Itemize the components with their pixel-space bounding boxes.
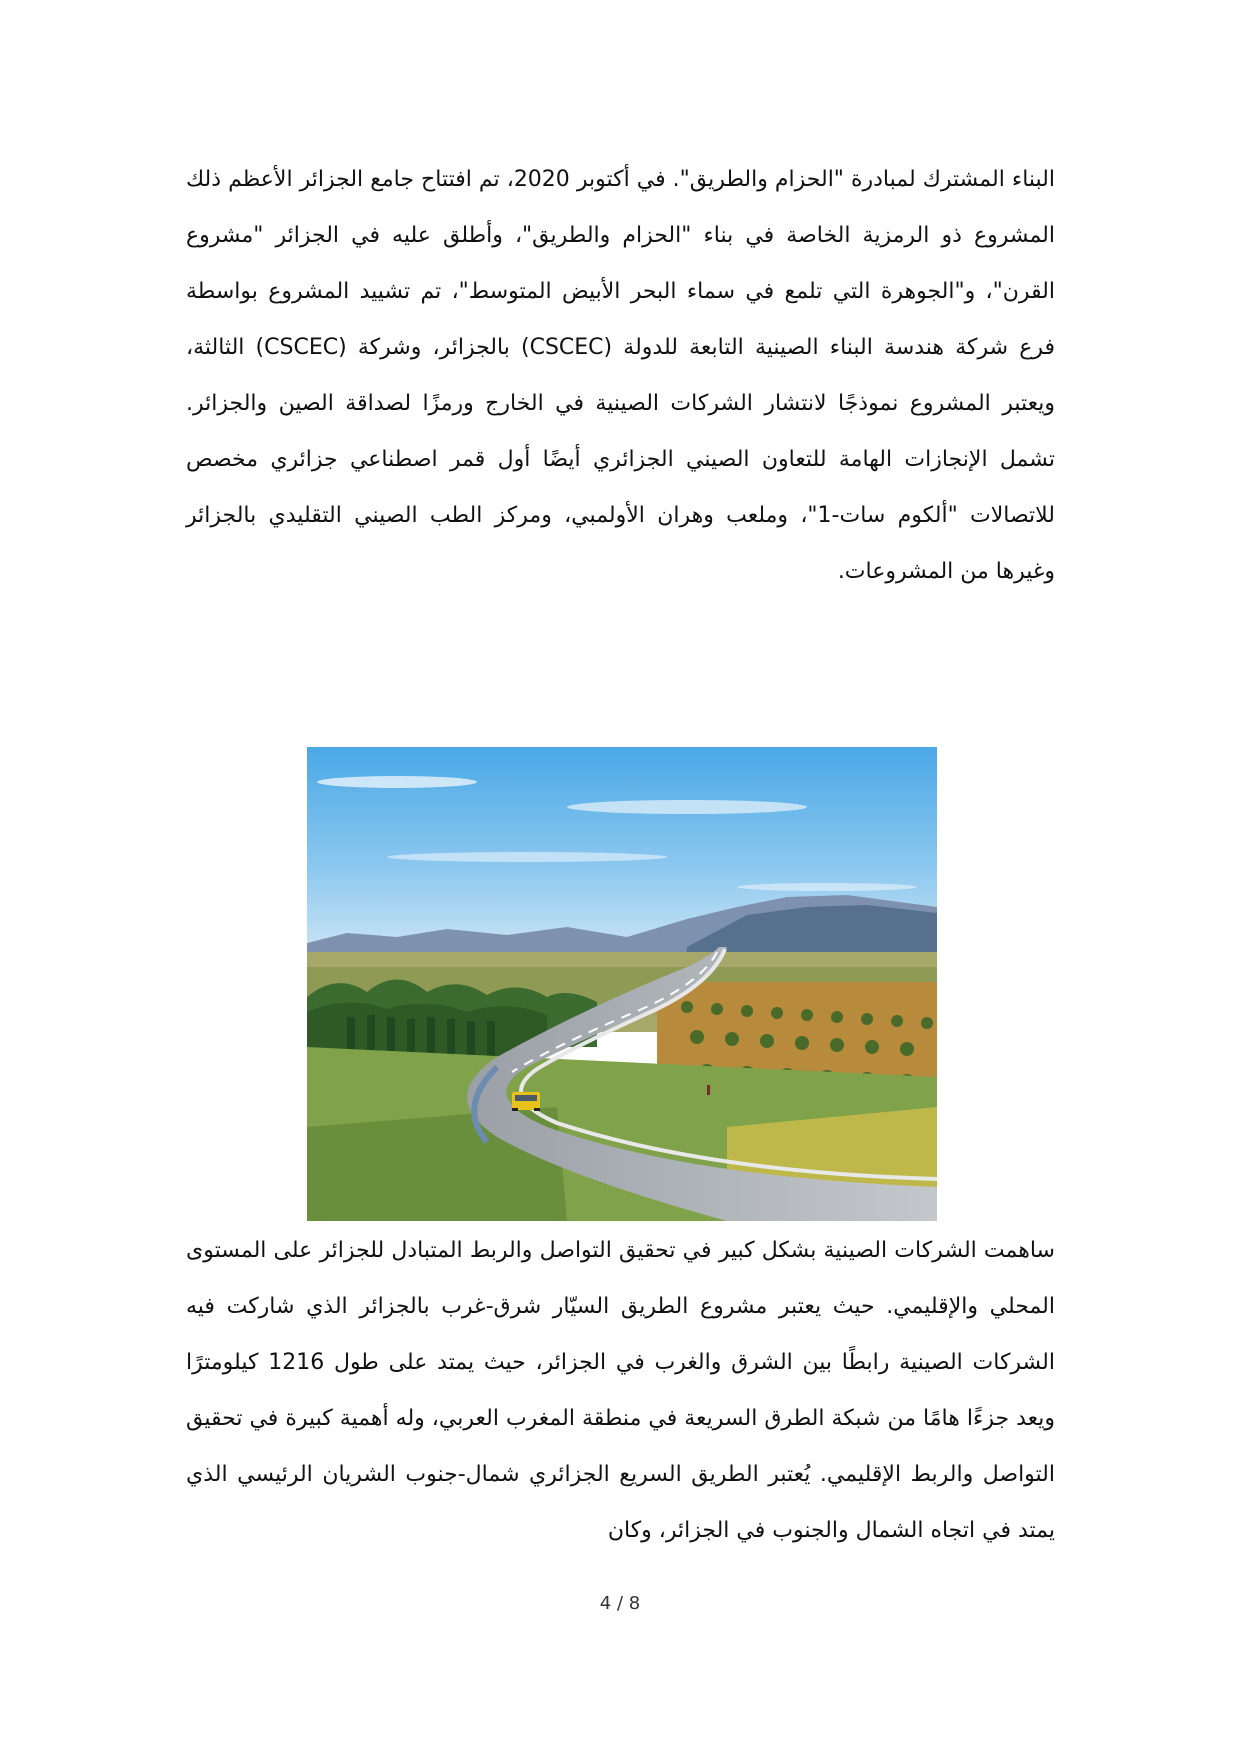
highway-photo — [307, 747, 937, 1221]
page-number: 4 / 8 — [599, 1593, 641, 1614]
body-paragraph-2: ساهمت الشركات الصينية بشكل كبير في تحقيق التواصل والربط المتبادل للجزائر على المستوى المحلي والإقليمي. حيث يعتبر مشروع الطريق السيّار شرق-غرب بالجزائر الذي شاركت فيه الشركات الصينية رابطًا بين الشرق والغرب في الجزائر، حيث يمتد على طول 1216 كيلومترًا ويعد جزءًا هامًا من شبكة الطرق السريعة في منطقة المغرب العربي، وله أهمية كبيرة في تحقيق التواصل والربط الإقليمي. يُعتبر الطريق السريع الجزائري شمال-جنوب الشريان الرئيسي الذي يمتد في اتجاه الشمال والجنوب في الجزائر، وكان — [186, 1238, 1055, 1543]
body-paragraph-1: البناء المشترك لمبادرة "الحزام والطريق". في أكتوبر 2020، تم افتتاح جامع الجزائر الأعظم ذلك المشروع ذو الرمزية الخاصة في بناء "الحزام والطريق"، وأطلق عليه في الجزائر "مشروع القرن"، و"الجوهرة التي تلمع في سماء البحر الأبيض المتوسط"، تم تشييد المشروع بواسطة فرع شركة هندسة البناء الصينية التابعة للدولة (CSCEC) بالجزائر، وشركة (CSCEC) الثالثة، ويعتبر المشروع نموذجًا لانتشار الشركات الصينية في الخارج ورمزًا لصداقة الصين والجزائر. تشمل الإنجازات الهامة للتعاون الصيني الجزائري أيضًا أول قمر اصطناعي جزائري مخصص للاتصالات "ألكوم سات-1"، وملعب وهران الأولمبي، ومركز الطب الصيني التقليدي بالجزائر وغيرها من المشروعات. — [186, 167, 1055, 584]
